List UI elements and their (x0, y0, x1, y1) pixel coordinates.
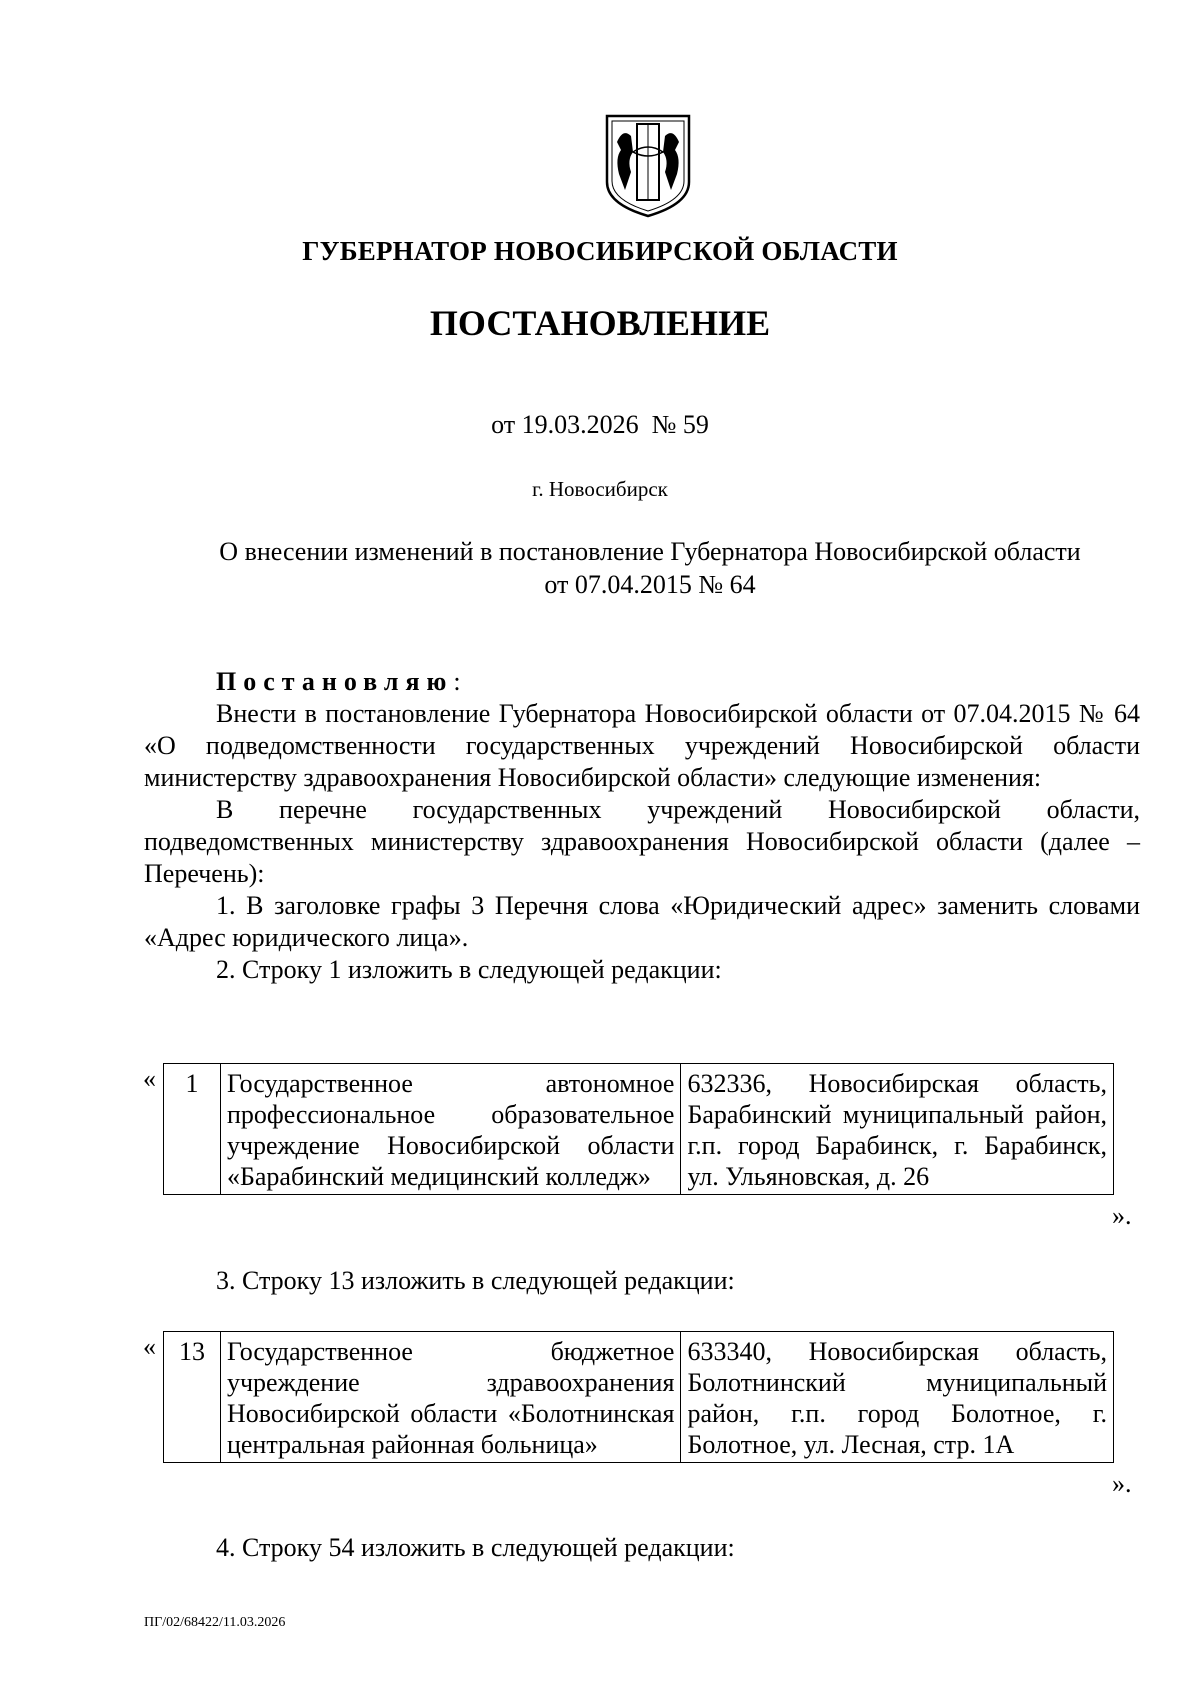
item-4-block (144, 1532, 1140, 1564)
decree-colon: : (453, 667, 461, 696)
institution-address: 633340, Новосибирская область, Болотнинский муниципальный район, г.п. город Болотное, г. Болотное, ул. Лесная, стр. 1А (681, 1332, 1114, 1463)
institution-name: Государственное автономное профессиональное образовательное учреждение Новосибирской области «Барабинский медицинский колледж» (220, 1064, 681, 1195)
close-quote: ». (1112, 1201, 1132, 1230)
document-body (144, 666, 1140, 986)
decree-heading (144, 666, 1140, 698)
open-quote: « (143, 1332, 156, 1361)
institution-name: Государственное бюджетное учреждение здравоохранения Новосибирской области «Болотнинская центральная районная больница» (220, 1332, 680, 1463)
subject-line-1: О внесении изменений в постановление Губернатора Новосибирской области (219, 537, 1081, 566)
item-1: 1. В заголовке графы 3 Перечня слова «Юридический адрес» заменить словами «Адрес юридического лица». (144, 891, 1140, 952)
subject-line-2: от 07.04.2015 № 64 (544, 570, 756, 599)
date-and-number: от 19.03.2026 № 59 (491, 410, 709, 439)
item-3: 3. Строку 13 изложить в следующей редакции: (216, 1266, 735, 1295)
paragraph-intro: Внести в постановление Губернатора Новосибирской области от 07.04.2015 № 64 «О подведомственности государственных учреждений Новосибирской области министерству здравоохранения Новосибирской области» следующие изменения: (144, 699, 1140, 792)
authority-title: ГУБЕРНАТОР НОВОСИБИРСКОЙ ОБЛАСТИ (302, 236, 898, 266)
document-subject (160, 535, 1140, 601)
table-row (163, 1063, 1114, 1195)
city-name: г. Новосибирск (532, 477, 668, 501)
document-type: ПОСТАНОВЛЕНИЕ (429, 303, 771, 343)
close-quote: ». (1112, 1469, 1132, 1498)
row-number: 13 (164, 1332, 221, 1463)
item-3-block (144, 1265, 1140, 1297)
coat-of-arms-icon (603, 112, 693, 220)
table-row (163, 1331, 1114, 1463)
paragraph-list: В перечне государственных учреждений Новосибирской области, подведомственных министерству здравоохранения Новосибирской области (далее – Перечень): (144, 795, 1140, 888)
institution-address: 632336, Новосибирская область, Барабинский муниципальный район, г.п. город Барабинск, г. Барабинск, ул. Ульяновская, д. 26 (681, 1064, 1114, 1195)
item-2: 2. Строку 1 изложить в следующей редакции: (216, 955, 722, 984)
item-4: 4. Строку 54 изложить в следующей редакции: (216, 1533, 735, 1562)
row-number: 1 (164, 1064, 221, 1195)
decree-word: Постановляю (216, 667, 454, 696)
open-quote: « (143, 1064, 156, 1093)
document-code: ПГ/02/68422/11.03.2026 (144, 1615, 286, 1630)
